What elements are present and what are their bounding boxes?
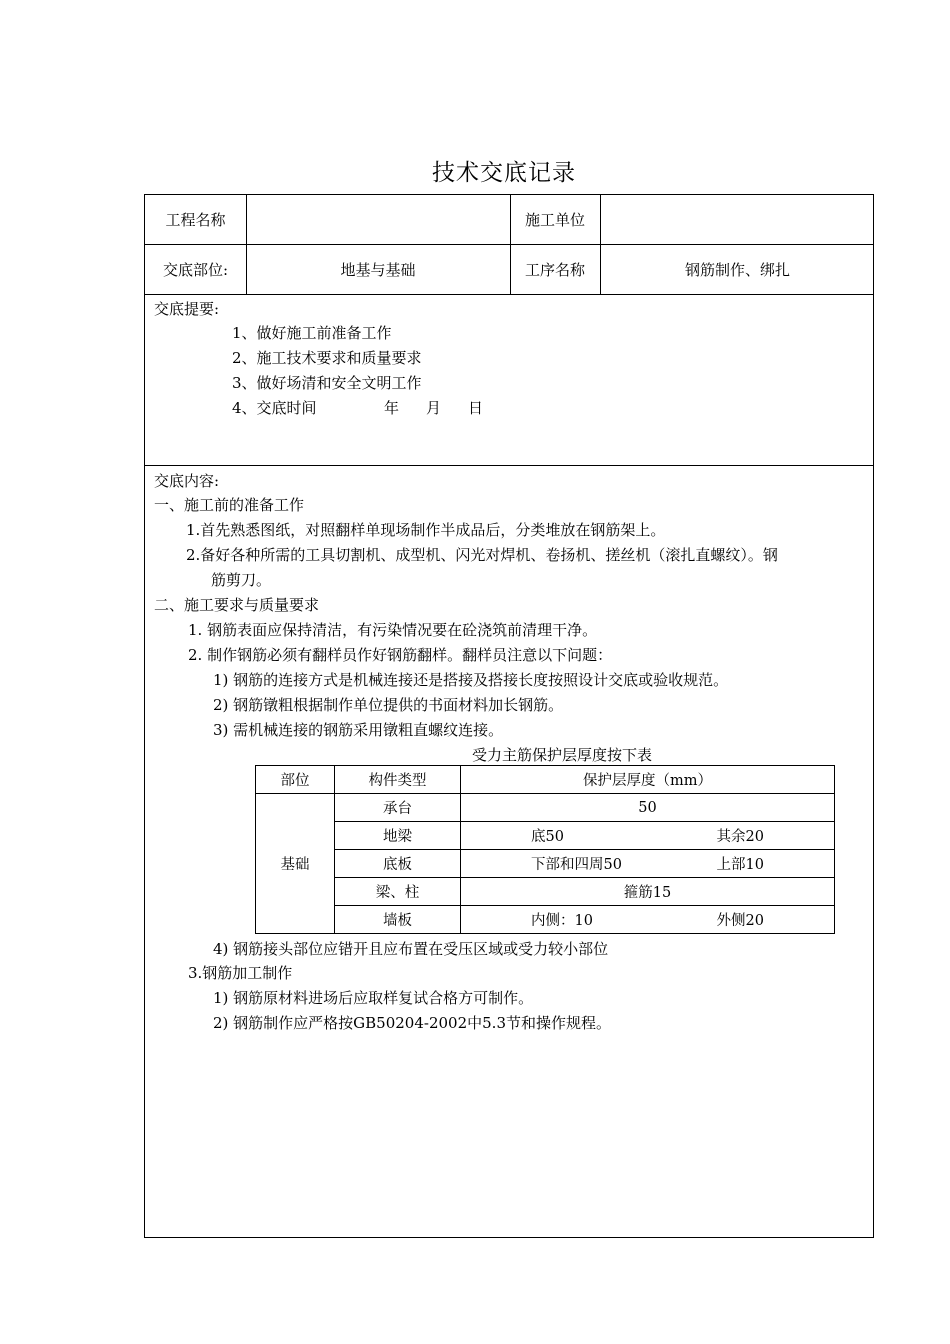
table-header: 构件类型 <box>335 766 461 794</box>
table-row <box>256 850 835 878</box>
project-name-value <box>246 195 510 244</box>
table-caption: 受力主筋保护层厚度按下表 <box>472 746 653 764</box>
paragraph: 2. 制作钢筋必须有翻样员作好钢筋翻样。翻样员注意以下问题： <box>188 646 613 664</box>
summary-year: 年 <box>384 399 400 417</box>
thickness-value: 上部10 <box>716 857 764 873</box>
section-heading: 二、施工要求与质量要求 <box>154 596 320 614</box>
process-name-value: 钢筋制作、绑扎 <box>684 260 790 279</box>
section-heading: 一、施工前的准备工作 <box>154 496 305 514</box>
table-row <box>256 822 835 850</box>
project-name-label: 工程名称 <box>165 211 226 229</box>
thickness-value: 下部和四周50 <box>531 857 622 873</box>
summary-item: 2、施工技术要求和质量要求 <box>232 349 422 367</box>
content-heading: 交底内容: <box>154 472 220 490</box>
group-cell: 基础 <box>256 794 335 934</box>
thickness-value: 底50 <box>531 829 564 845</box>
type-cell: 承台 <box>335 794 461 822</box>
summary-item: 1、做好施工前准备工作 <box>232 324 392 342</box>
summary-item: 3、做好场清和安全文明工作 <box>232 374 422 392</box>
paragraph: 1. 钢筋表面应保持清洁，有污染情况要在砼浇筑前清理干净。 <box>188 621 598 639</box>
paragraph: 1) 钢筋原材料进场后应取样复试合格方可制作。 <box>213 989 534 1007</box>
paragraph: 2) 钢筋镦粗根据制作单位提供的书面材料加长钢筋。 <box>213 696 564 714</box>
table-header-row <box>256 766 835 794</box>
table-row <box>256 794 835 822</box>
thickness-value: 其余20 <box>716 829 764 845</box>
document-title: 技术交底记录 <box>432 160 576 186</box>
summary-day: 日 <box>468 399 484 417</box>
table-row <box>256 906 835 934</box>
table-header: 保护层厚度（mm） <box>461 766 835 794</box>
record-form <box>144 194 874 1238</box>
process-name-label: 工序名称 <box>524 260 585 279</box>
paragraph: 4) 钢筋接头部位应错开且应布置在受压区域或受力较小部位 <box>213 940 609 958</box>
type-cell: 梁、柱 <box>335 878 461 906</box>
paragraph: 1) 钢筋的连接方式是机械连接还是搭接及搭接长度按照设计交底或验收规范。 <box>213 671 729 689</box>
type-cell: 墙板 <box>335 906 461 934</box>
summary-heading: 交底提要: <box>154 300 220 318</box>
row-divider <box>145 465 873 466</box>
construction-unit-label: 施工单位 <box>524 211 585 229</box>
disclosure-part-label: 交底部位: <box>162 260 229 279</box>
thickness-cell <box>461 822 835 850</box>
construction-unit-value <box>600 195 875 244</box>
thickness-cell <box>461 850 835 878</box>
thickness-cell <box>461 906 835 934</box>
thickness-value: 内侧：10 <box>531 913 593 929</box>
section-heading: 3.钢筋加工制作 <box>188 964 293 982</box>
paragraph: 3) 需机械连接的钢筋采用镦粗直螺纹连接。 <box>213 721 504 739</box>
cover-thickness-table <box>255 765 835 934</box>
paragraph: 2) 钢筋制作应严格按GB50204-2002中5.3节和操作规程。 <box>213 1014 611 1032</box>
summary-item: 4、交底时间 <box>232 399 317 417</box>
paragraph: 筋剪刀。 <box>211 571 272 589</box>
type-cell: 底板 <box>335 850 461 878</box>
thickness-value: 外侧20 <box>716 913 764 929</box>
table-row <box>256 878 835 906</box>
type-cell: 地梁 <box>335 822 461 850</box>
disclosure-part-value: 地基与基础 <box>340 260 416 279</box>
row-divider <box>145 294 873 295</box>
paragraph: 2.备好各种所需的工具切割机、成型机、闪光对焊机、卷扬机、搓丝机（滚扎直螺纹）。钢 <box>186 546 778 564</box>
summary-month: 月 <box>426 399 442 417</box>
paragraph: 1.首先熟悉图纸，对照翻样单现场制作半成品后，分类堆放在钢筋架上。 <box>186 521 666 539</box>
table-header: 部位 <box>256 766 335 794</box>
thickness-cell: 50 <box>461 794 835 822</box>
thickness-cell: 箍筋15 <box>461 878 835 906</box>
